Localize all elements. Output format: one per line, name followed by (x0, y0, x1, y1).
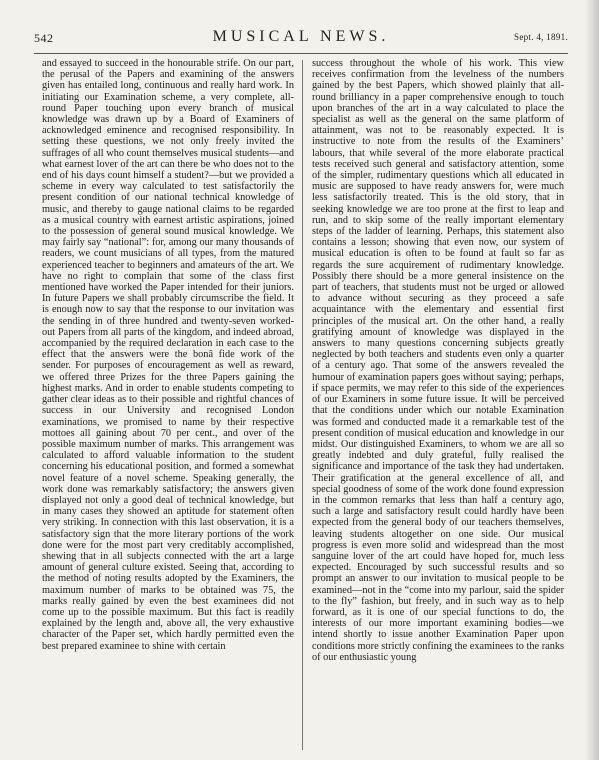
masthead-title: MUSICAL NEWS. (212, 28, 390, 45)
header-rule (34, 53, 568, 54)
column-divider (302, 60, 303, 750)
article-text-right: success throughout the whole of his work. This view receives confirmation from the levelness of the numbers gained by the best Papers, which showed plainly that all-round brilliancy in a paper comprehensive enough to touch upon branches of the art in a way calculated to place the specialist as well as the general on the same platform of attainment, was not to be reasonably expected. It is instructive to note from the results of the Examiners’ labours, that while several of the more elaborate practical tests received such general and satisfactory attention, some of the simpler, rudimentary questions which all educated in music are supposed to have ready answers for, were much less satisfactorily treated. This is the old story, that in seeking knowledge we are too prone at the first to leap and run, and to skip some of the really important elementary steps of the ladder of learning. Perhaps, this statement also contains a lesson; showing that even now, our system of musical education is often to be found at fault so far as regards the sure acquirement of rudimentary knowledge. Possibly there should be a more general insistence on the part of teachers, that students must not be urged or allowed to advance without securing as they proceed a safe acquaintance with the elementary and essential first principles of the musical art. On the other hand, a really gratifying amount of knowledge was displayed in the answers to many questions concerning subjects greatly neglected by both teachers and students even only a quarter of a century ago. That some of the answers revealed the humour of examination papers goes without saying; perhaps, if space permits, we may refer to this side of the experiences of our Examiners in some future issue. It will be perceived that the conditions under which our notable Examination was formed and conducted made it a remarkable test of the present condition of musical education and knowledge in our midst. Our distinguished Examiners, to whom we are all so greatly indebted and duly grateful, fully realised the significance and importance of the task they had undertaken. Their gratification at the general excellence of all, and special goodness of some of the work done found expression in the common remarks that less than half a century ago, such a large and satisfactory result could hardly have been expected from the general body of our teachers themselves, leaving students altogether on one side. Our musical progress is even more solid and widespread than the most sanguine lover of the art could have hoped for, much less expected. Encouraged by such successful results and so prompt an answer to our invitation to musical people to be examined—not in the “come into my parlour, said the spider to the fly” fashion, but freely, and in such way as to help forward, as it is one of our special functions to do, the interests of our more important examining bodies—we intend shortly to issue another Examination Paper upon conditions more strictly confining the examinees to the ranks of our enthusiastic young (312, 58, 564, 663)
article-column-left (42, 58, 294, 748)
issue-date: Sept. 4, 1891. (514, 32, 568, 42)
article-column-right (312, 58, 564, 748)
page-header (34, 28, 568, 50)
page-edge-shadow (585, 0, 599, 760)
article-text-left: and essayed to succeed in the honourable strife. On our part, the perusal of the Papers and examining of the answers given has entailed long, continuous and really hard work. In initiating our Examination scheme, a very complete, all-round Paper touching upon every branch of musical knowledge was drawn up by a Board of Examiners of acknowledged eminence and recognised responsibility. In setting these questions, we not only freely invited the suffrages of all who count themselves musical students—and what earnest lover of the art can there be who does not to the end of his days count himself a student?—but we provided a scheme in every way calculated to test satisfactorily the present condition of our national technical knowledge of music, and thereby to gauge national claims to be regarded as a musical country with earnest artistic aspirations, joined to the possession of general sound musical knowledge. We may fairly say “national”: for, among our many thousands of readers, we count musicians of all types, from the matured experienced teacher to beginners and amateurs of the art. We have no right to complain that some of the class first mentioned have worked the Paper intended for their juniors. In future Papers we shall probably circumscribe the field. It is enough now to say that the response to our invitation was the sending in of three hundred and twenty-seven worked-out Papers from all parts of the kingdom, and indeed abroad, accompanied by the required declaration in each case to the effect that the answers were the bonâ fide work of the sender. For purposes of encouragement as well as reward, we offered three Prizes for the three Papers gaining the highest marks. And in order to enable students competing to gather clear ideas as to their possible and rightful chances of success in our University and recognised London examinations, we promised to name by their respective mottoes all gaining about 70 per cent., and over of the possible maximum number of marks. This arrangement was calculated to afford valuable information to the student concerning his educational position, and formed a somewhat novel feature of a novel scheme. Speaking generally, the work done was remarkably satisfactory; the answers given displayed not only a good deal of technical knowledge, but in many cases they showed an aptitude for statement often very striking. In connection with this last observation, it is a satisfactory sign that the more literary portions of the work done were for the most part very creditably accomplished, shewing that in all subjects connected with the art a large amount of general culture existed. Seeing that, according to the method of noting results adopted by the Examiners, the maximum number of marks to be obtained was 75, the marks really gained by even the best examinees did not come up to the possible maximum. But this fact is readily explained by the length and, above all, the very exhaustive character of the Paper set, which hardly permitted even the best prepared examinee to shine with certain (42, 58, 294, 652)
page-number: 542 (34, 31, 54, 45)
